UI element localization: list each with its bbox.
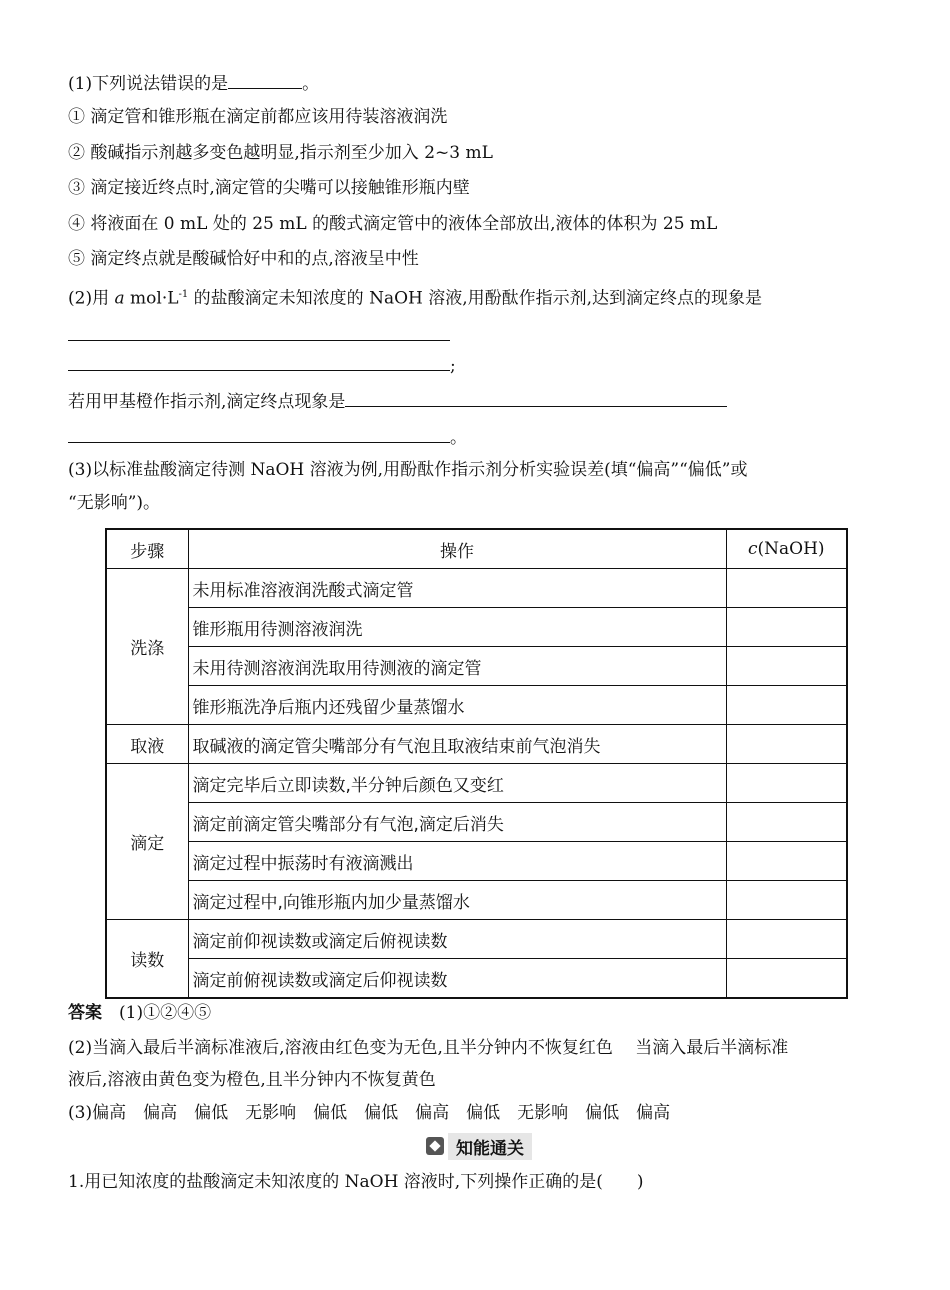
q1-end: 。: [302, 74, 320, 94]
step-read: 读数: [106, 920, 188, 999]
answer-3: (3)偏高 偏高 偏低 无影响 偏低 偏低 偏高 偏低 无影响 偏低 偏高: [68, 1103, 671, 1123]
q1-option-2: ② 酸碱指示剂越多变色越明显,指示剂至少加入 2~3 mL: [68, 143, 493, 163]
answer-cell[interactable]: [726, 725, 847, 764]
step-titrate: 滴定: [106, 764, 188, 920]
op-cell: 锥形瓶用待测溶液润洗: [188, 608, 726, 647]
q2-prefix: (2)用: [68, 288, 115, 309]
q1-answer-blank: [228, 70, 302, 89]
op-cell: 锥形瓶洗净后瓶内还残留少量蒸馏水: [188, 686, 726, 725]
q1-option-4: ④ 将液面在 0 mL 处的 25 mL 的酸式滴定管中的液体全部放出,液体的体积为 25 mL: [68, 214, 718, 234]
error-analysis-table: [105, 528, 848, 999]
q3-line-1: (3)以标准盐酸滴定待测 NaOH 溶液为例,用酚酞作指示剂分析实验误差(填“偏高”“偏低”或: [68, 460, 748, 480]
q2-unit-sup: -1: [178, 289, 189, 300]
answer-cell[interactable]: [726, 842, 847, 881]
q2-methyl-row-2: [68, 424, 467, 450]
section-title: 知能通关: [448, 1133, 532, 1160]
answer-row-1: [68, 1001, 211, 1025]
op-cell: 滴定前仰视读数或滴定后俯视读数: [188, 920, 726, 959]
answer-cell[interactable]: [726, 959, 847, 999]
answer-cell[interactable]: [726, 647, 847, 686]
answer-2-line-1: (2)当滴入最后半滴标准液后,溶液由红色变为无色,且半分钟内不恢复红色 当滴入最后半滴标准: [68, 1038, 789, 1058]
op-cell: 取碱液的滴定管尖嘴部分有气泡且取液结束前气泡消失: [188, 725, 726, 764]
table-row: [106, 647, 847, 686]
q2-prompt: [68, 283, 762, 311]
q1-option-5: ⑤ 滴定终点就是酸碱恰好中和的点,溶液呈中性: [68, 249, 419, 269]
q2-period: 。: [450, 428, 467, 448]
op-cell: 滴定完毕后立即读数,半分钟后颜色又变红: [188, 764, 726, 803]
op-cell: 滴定前俯视读数或滴定后仰视读数: [188, 959, 726, 999]
q2-methyl-blank: [345, 388, 727, 407]
table-row: [106, 608, 847, 647]
q1-prompt: (1)下列说法错误的是: [68, 74, 229, 94]
next-question: 1.用已知浓度的盐酸滴定未知浓度的 NaOH 溶液时,下列操作正确的是( ): [68, 1172, 644, 1192]
q2-unit: mol·L: [124, 288, 179, 309]
table-row: [106, 569, 847, 608]
answer-cell[interactable]: [726, 686, 847, 725]
table-row: [106, 686, 847, 725]
table-row: [106, 920, 847, 959]
answer-cell[interactable]: [726, 608, 847, 647]
q2-methyl-prompt: 若用甲基橙作指示剂,滴定终点现象是: [68, 392, 346, 412]
q2-rest: 的盐酸滴定未知浓度的 NaOH 溶液,用酚酞作指示剂,达到滴定终点的现象是: [188, 288, 763, 309]
step-take: 取液: [106, 725, 188, 764]
q1-option-3: ③ 滴定接近终点时,滴定管的尖嘴可以接触锥形瓶内壁: [68, 178, 470, 198]
q2-answer-line-2: [68, 352, 450, 371]
answer-cell[interactable]: [726, 920, 847, 959]
q2-answer-line-1: [68, 340, 450, 341]
op-cell: 未用待测溶液润洗取用待测液的滴定管: [188, 647, 726, 686]
table-row: [106, 803, 847, 842]
op-cell: 滴定过程中振荡时有液滴溅出: [188, 842, 726, 881]
answer-cell[interactable]: [726, 803, 847, 842]
header-c-naoh: [726, 529, 847, 569]
answer-cell[interactable]: [726, 881, 847, 920]
q1-option-1: ① 滴定管和锥形瓶在滴定前都应该用待装溶液润洗: [68, 107, 448, 127]
table-header-row: [106, 529, 847, 569]
q2-methyl-blank-2: [68, 424, 450, 443]
op-cell: 滴定前滴定管尖嘴部分有气泡,滴定后消失: [188, 803, 726, 842]
table-row: [106, 764, 847, 803]
header-c-rest: (NaOH): [757, 539, 825, 559]
table-row: [106, 725, 847, 764]
header-step: 步骤: [106, 529, 188, 569]
section-banner: [426, 1134, 532, 1158]
q2-answer-line-2-row: [68, 352, 456, 378]
answer-cell[interactable]: [726, 569, 847, 608]
q2-var-a: a: [114, 288, 125, 309]
q2-semicolon: ;: [450, 356, 456, 376]
diamond-icon: [426, 1137, 444, 1155]
answer-cell[interactable]: [726, 764, 847, 803]
step-wash: 洗涤: [106, 569, 188, 725]
q1-prompt-line: [68, 70, 319, 96]
header-c-italic: c: [747, 539, 758, 559]
answer-1: (1)①②④⑤: [119, 1003, 212, 1023]
table-row: [106, 959, 847, 999]
op-cell: 未用标准溶液润洗酸式滴定管: [188, 569, 726, 608]
answer-label: 答案: [68, 1003, 102, 1023]
table-row: [106, 881, 847, 920]
q2-methyl-row: [68, 388, 727, 414]
header-op: 操作: [188, 529, 726, 569]
table-row: [106, 842, 847, 881]
answer-2-line-2: 液后,溶液由黄色变为橙色,且半分钟内不恢复黄色: [68, 1070, 436, 1090]
op-cell: 滴定过程中,向锥形瓶内加少量蒸馏水: [188, 881, 726, 920]
q3-line-2: “无影响”)。: [68, 493, 161, 513]
